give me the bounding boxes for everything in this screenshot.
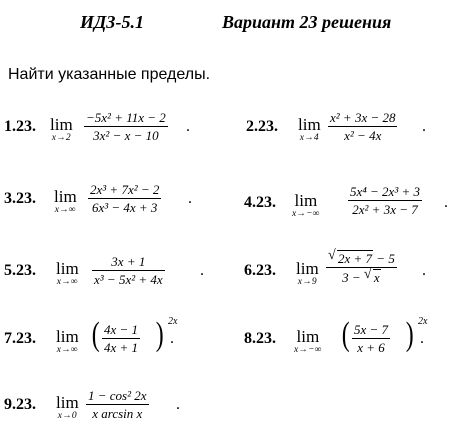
problem-number: 7.23. xyxy=(4,330,36,347)
lim-word: lim xyxy=(50,115,73,134)
fraction xyxy=(84,110,168,143)
numerator: 1 − cos² 2x xyxy=(88,388,147,403)
lim-word: lim xyxy=(296,327,320,346)
lim-word: lim xyxy=(56,259,79,278)
limit-operator xyxy=(50,116,73,144)
denominator: 3x² − x − 10 xyxy=(93,128,159,143)
fraction xyxy=(92,254,165,287)
period: . xyxy=(422,262,426,279)
problem-number: 6.23. xyxy=(244,262,276,279)
lim-word: lim xyxy=(296,259,319,278)
limit-subscript: x→∞ xyxy=(56,345,78,355)
radicand: 2x + 7 xyxy=(338,251,373,266)
task-instruction: Найти указанные пределы. xyxy=(8,66,211,83)
problem-number: 2.23. xyxy=(246,118,278,135)
period: . xyxy=(444,194,448,211)
numerator: 3x + 1 xyxy=(111,254,146,269)
assignment-title: ИДЗ-5.1 xyxy=(80,12,144,32)
radical-sign: √ xyxy=(328,248,336,263)
limit-subscript: x→−∞ xyxy=(294,345,322,355)
fraction xyxy=(88,182,161,215)
lim-word: lim xyxy=(298,115,321,134)
problem-number: 8.23. xyxy=(244,330,276,347)
numerator: 5x⁴ − 2x³ + 3 xyxy=(350,184,421,199)
exponent: 2x xyxy=(418,316,428,327)
limit-subscript: x→0 xyxy=(57,411,77,421)
lim-word: lim xyxy=(56,393,79,412)
variant-title: Вариант 23 решения xyxy=(222,12,392,32)
limit-subscript: x→∞ xyxy=(56,277,78,287)
fraction xyxy=(326,250,397,285)
fraction-bar xyxy=(84,126,168,127)
fraction-bar xyxy=(328,126,397,127)
fraction xyxy=(102,322,140,355)
limit-operator xyxy=(56,328,79,356)
numerator-tail: − 5 xyxy=(373,251,395,266)
limit-subscript: x→4 xyxy=(299,133,319,143)
square-root xyxy=(328,250,373,266)
right-parenthesis: ) xyxy=(405,316,414,353)
denominator-head: 3 − xyxy=(342,270,364,285)
fraction xyxy=(86,388,149,421)
numerator xyxy=(326,250,397,266)
problem-number: 1.23. xyxy=(4,118,36,135)
lim-word: lim xyxy=(56,327,79,346)
denominator: x³ − 5x² + 4x xyxy=(94,272,163,287)
period: . xyxy=(170,330,174,347)
exponent: 2x xyxy=(168,316,178,327)
limit-operator xyxy=(294,328,322,356)
limit-operator xyxy=(54,188,77,216)
denominator xyxy=(326,269,397,285)
lim-word: lim xyxy=(294,191,318,210)
fraction xyxy=(328,110,397,143)
numerator: 5x − 7 xyxy=(354,322,389,337)
problem-number: 5.23. xyxy=(4,262,36,279)
fraction-bar xyxy=(88,198,161,199)
fraction-bar xyxy=(102,338,140,339)
left-parenthesis: ( xyxy=(341,316,350,353)
numerator: 4x − 1 xyxy=(104,322,139,337)
problem-number: 4.23. xyxy=(244,194,276,211)
problem-number: 3.23. xyxy=(4,190,36,207)
limit-subscript: x→9 xyxy=(297,277,317,287)
limit-operator xyxy=(56,394,79,422)
fraction xyxy=(348,184,422,217)
numerator: 2x³ + 7x² − 2 xyxy=(90,182,160,197)
right-parenthesis: ) xyxy=(155,316,164,353)
denominator: 2x² + 3x − 7 xyxy=(352,202,418,217)
period: . xyxy=(186,118,190,135)
fraction-bar xyxy=(352,338,390,339)
fraction xyxy=(352,322,390,355)
numerator: −5x² + 11x − 2 xyxy=(86,110,166,125)
denominator: 6x³ − 4x + 3 xyxy=(91,200,158,215)
limit-operator xyxy=(296,260,319,288)
fraction-bar xyxy=(92,270,165,271)
square-root xyxy=(364,269,381,285)
period: . xyxy=(188,190,192,207)
lim-word: lim xyxy=(54,187,77,206)
denominator: 4x + 1 xyxy=(104,340,139,355)
fraction-bar xyxy=(86,404,149,405)
numerator: x² + 3x − 28 xyxy=(330,110,396,125)
denominator: x + 6 xyxy=(357,340,385,355)
limit-operator xyxy=(292,192,320,220)
period: . xyxy=(420,330,424,347)
period: . xyxy=(422,118,426,135)
denominator: x² − 4x xyxy=(344,128,382,143)
left-parenthesis: ( xyxy=(91,316,100,353)
radicand: x xyxy=(373,270,380,285)
problem-number: 9.23. xyxy=(4,396,36,413)
limit-operator xyxy=(298,116,321,144)
limit-subscript: x→∞ xyxy=(54,205,76,215)
denominator: x arcsin x xyxy=(92,406,143,421)
fraction-bar xyxy=(348,200,422,201)
limit-operator xyxy=(56,260,79,288)
radical-sign: √ xyxy=(363,267,372,282)
fraction-bar xyxy=(326,267,397,268)
limit-subscript: x→2 xyxy=(51,133,71,143)
limit-subscript: x→−∞ xyxy=(292,209,320,219)
period: . xyxy=(200,262,204,279)
period: . xyxy=(176,396,180,413)
